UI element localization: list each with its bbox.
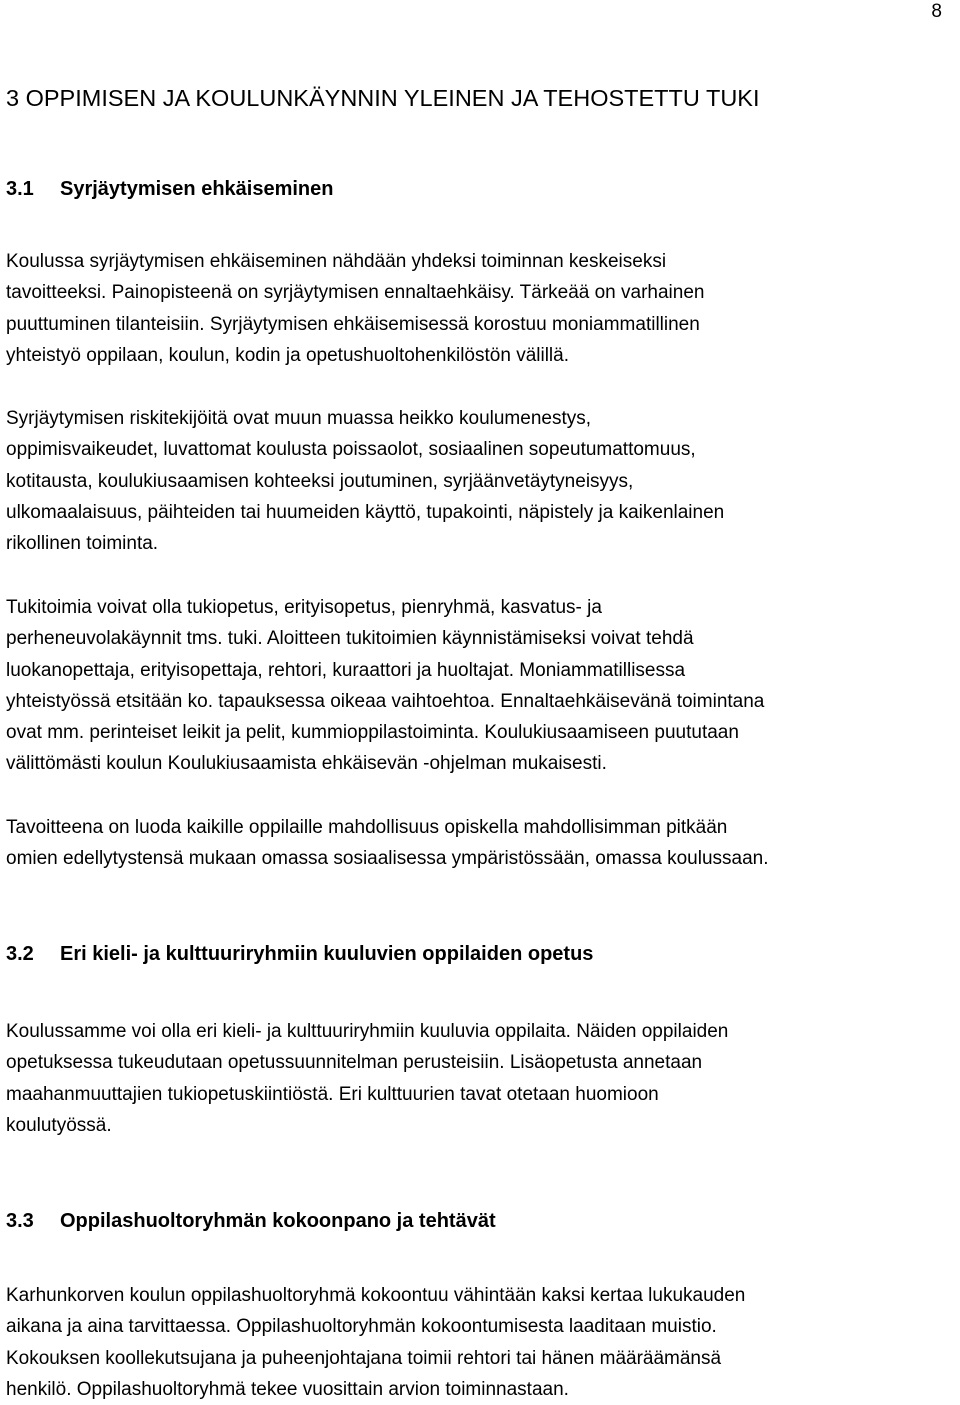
text-line: henkilö. Oppilashuoltoryhmä tekee vuosittain arvion toiminnastaan. — [6, 1378, 569, 1400]
section-title: Oppilashuoltoryhmän kokoonpano ja tehtävät — [60, 1210, 496, 1232]
text-line: luokanopettaja, erityisopettaja, rehtori, kuraattori ja huoltajat. Moniammatillisessa — [6, 659, 686, 681]
section-number: 3.1 — [6, 178, 34, 200]
text-line: oppimisvaikeudet, luvattomat koulusta poissaolot, sosiaalinen sopeutumattomuus, — [6, 439, 696, 461]
text-line: maahanmuuttajien tukiopetuskiintiöstä. Eri kulttuurien tavat otetaan huomioon — [6, 1083, 659, 1105]
section-heading — [6, 941, 593, 967]
paragraph — [6, 403, 951, 559]
text-line: omien edellytystensä mukaan omassa sosiaalisessa ympäristössään, omassa koulussaan. — [6, 848, 769, 870]
paragraph — [6, 812, 951, 875]
text-line: Karhunkorven koulun oppilashuoltoryhmä kokoontuu vähintään kaksi kertaa lukukauden — [6, 1285, 746, 1306]
section-heading — [6, 1208, 496, 1234]
paragraph — [6, 1016, 951, 1141]
section-title: Syrjäytymisen ehkäiseminen — [60, 178, 334, 200]
text-line: Syrjäytymisen riskitekijöitä ovat muun muassa heikko koulumenestys, — [6, 408, 592, 429]
text-line: Tukitoimia voivat olla tukiopetus, erityisopetus, pienryhmä, kasvatus- ja — [6, 597, 602, 618]
text-line: Tavoitteena on luoda kaikille oppilaille mahdollisuus opiskella mahdollisimman pitkään — [6, 817, 728, 838]
section-title: Eri kieli- ja kulttuuriryhmiin kuuluvien oppilaiden opetus — [60, 943, 594, 965]
paragraph — [6, 592, 951, 780]
paragraph — [6, 246, 951, 371]
text-line: ovat mm. perinteiset leikit ja pelit, kummioppilastoiminta. Koulukiusaamiseen puututaan — [6, 722, 739, 744]
text-line: perheneuvolakäynnit tms. tuki. Aloitteen tukitoimien käynnistämiseksi voivat tehdä — [6, 628, 694, 650]
text-line: opetuksessa tukeudutaan opetussuunnitelman perusteisiin. Lisäopetusta annetaan — [6, 1052, 703, 1074]
text-line: välittömästi koulun Koulukiusaamista ehkäisevän -ohjelman mukaisesti. — [6, 753, 607, 775]
text-line: Koulussa syrjäytymisen ehkäiseminen nähdään yhdeksi toiminnan keskeiseksi — [6, 251, 667, 272]
text-line: kotitausta, koulukiusaamisen kohteeksi joutuminen, syrjäänvetäytyneisyys, — [6, 470, 634, 492]
text-line: Koulussamme voi olla eri kieli- ja kulttuuriryhmiin kuuluvia oppilaita. Näiden oppilaiden — [6, 1021, 729, 1042]
section-number: 3.2 — [6, 943, 34, 965]
section-heading — [6, 176, 333, 202]
text-line: yhteistyössä etsitään ko. tapauksessa oikeaa vaihtoehtoa. Ennaltaehkäisevänä toimintana — [6, 690, 765, 712]
text-line: ulkomaalaisuus, päihteiden tai huumeiden käyttö, tupakointi, näpistely ja kaikenlainen — [6, 501, 725, 523]
text-line: rikollinen toiminta. — [6, 533, 159, 555]
section-number: 3.3 — [6, 1210, 34, 1232]
text-line: tavoitteeksi. Painopisteenä on syrjäytymisen ennaltaehkäisy. Tärkeää on varhainen — [6, 282, 705, 304]
text-line: aikana ja aina tarvittaessa. Oppilashuoltoryhmän kokoontumisesta laaditaan muistio. — [6, 1316, 717, 1338]
page-number: 8 — [931, 1, 942, 22]
chapter-heading: 3 OPPIMISEN JA KOULUNKÄYNNIN YLEINEN JA TEHOSTETTU TUKI — [6, 85, 760, 111]
text-line: Kokouksen koollekutsujana ja puheenjohtajana toimii rehtori tai hänen määräämänsä — [6, 1347, 722, 1369]
text-line: koulutyössä. — [6, 1114, 112, 1136]
paragraph — [6, 1280, 951, 1405]
text-line: puuttuminen tilanteisiin. Syrjäytymisen ehkäisemisessä korostuu moniammatillinen — [6, 313, 700, 335]
text-line: yhteistyö oppilaan, koulun, kodin ja opetushuoltohenkilöstön välillä. — [6, 344, 569, 366]
